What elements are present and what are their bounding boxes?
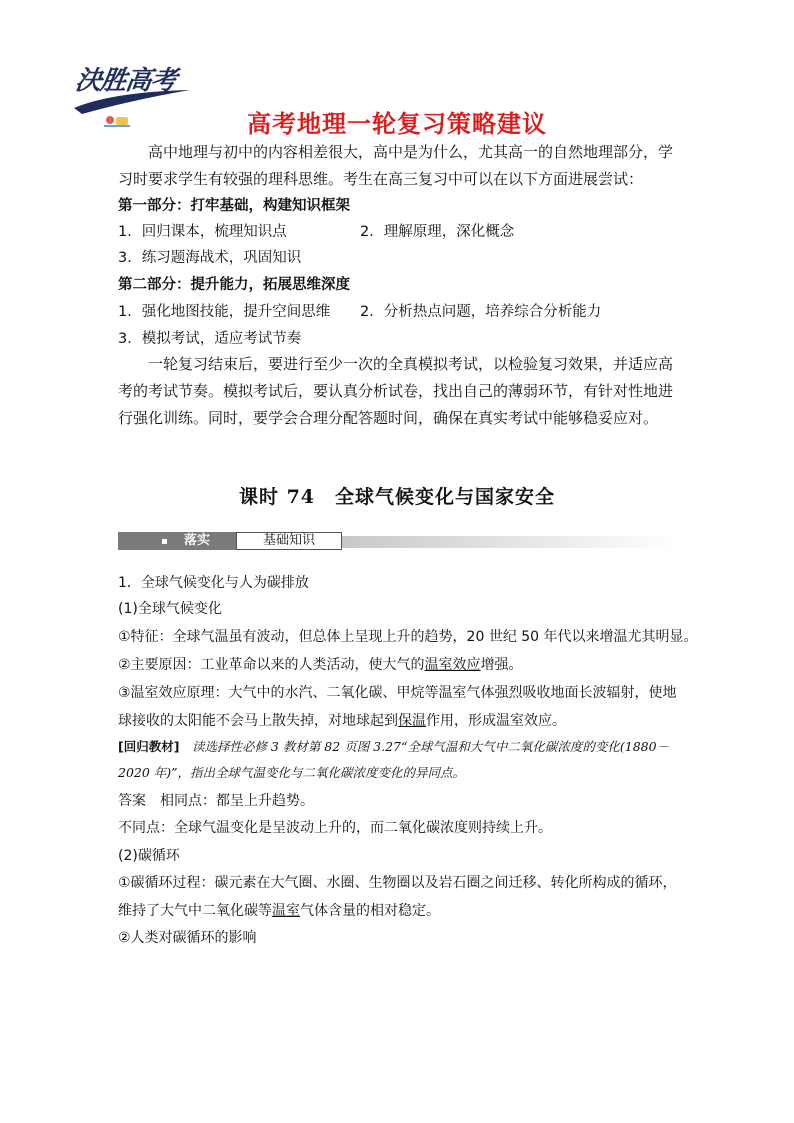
- part1-heading: 第一部分：打牢基础，构建知识框架: [118, 198, 350, 214]
- section-bar-dark: [118, 532, 236, 550]
- square-bullet-icon: [162, 539, 167, 544]
- review-text: 读选择性必修 3 教材第 82 页图 3.27“全球气温和大气中二氧化碳浓度的变化(1880－2020 年)”，指出全球气温变化与二氧化碳浓度变化的异同点。: [118, 739, 670, 780]
- content-c1-line2: [118, 900, 440, 922]
- content-p2-prefix: ②主要原因：工业革命以来的人类活动，使大气的: [118, 657, 425, 673]
- content-heading-1-2: (2)碳循环: [118, 848, 180, 864]
- part1-item-2: 2．理解原理，深化概念: [360, 224, 515, 240]
- content-c2: ②人类对碳循环的影响: [118, 930, 257, 946]
- content-c1-line1: ①碳循环过程：碳元素在大气圈、水圈、生物圈以及岩石圈之间迁移、转化所构成的循环，: [118, 875, 677, 891]
- part1-item-3: 3．练习题海战术，巩固知识: [118, 250, 302, 266]
- part2-item-3: 3．模拟考试，适应考试节奏: [118, 331, 302, 347]
- content-c1-suffix: 气体含量的相对稳定。: [300, 903, 440, 919]
- content-p2-suffix: 增强。: [480, 657, 523, 673]
- content-p1: ①特征：全球气温虽有波动，但总体上呈现上升的趋势，20 世纪 50 年代以来增温尤其明显。: [118, 629, 698, 645]
- part1-item-1: 1．回归课本，梳理知识点: [118, 224, 287, 240]
- section-bar: [118, 532, 678, 550]
- content-c1-underlined: 温室: [272, 903, 300, 919]
- section-bar-dark-label: 落实: [184, 533, 211, 548]
- content-p3-underlined: 保温: [398, 713, 426, 729]
- part2-heading: 第二部分：提升能力，拓展思维深度: [118, 277, 350, 293]
- content-p3-line1: ③温室效应原理：大气中的水汽、二氧化碳、甲烷等温室气体强烈吸收地面长波辐射，使地: [118, 685, 677, 701]
- answer-line-2: 不同点：全球气温变化是呈波动上升的，而二氧化碳浓度则持续上升。: [118, 820, 552, 836]
- content-p3-prefix: 球接收的太阳能不会马上散失掉，对地球起到: [118, 713, 398, 729]
- content-c1-prefix: 维持了大气中二氧化碳等: [118, 903, 272, 919]
- content-p2: [118, 654, 523, 676]
- content-heading-1: 1．全球气候变化与人为碳排放: [118, 575, 309, 591]
- answer-line-1: 答案 相同点：都呈上升趋势。: [118, 793, 314, 809]
- intro-paragraph: 高中地理与初中的内容相差很大，高中是为什么，尤其高一的自然地理部分，学习时要求学生有较强的理科思维。考生在高三复习中可以在以下方面进展尝试：: [118, 143, 674, 188]
- section-bar-fade: [342, 536, 678, 548]
- part2-item-2: 2．分析热点问题，培养综合分析能力: [360, 304, 602, 320]
- review-tag: [回归教材]: [118, 739, 180, 754]
- review-textbook: [118, 734, 686, 786]
- part2-item-1: 1．强化地图技能，提升空间思维: [118, 304, 331, 320]
- content-p2-underlined: 温室效应: [424, 657, 481, 673]
- content-p3-suffix: 作用，形成温室效应。: [426, 713, 566, 729]
- content-p3-line2: [118, 710, 566, 732]
- logo-text: 決胜高考: [73, 66, 178, 96]
- content-heading-1-1: (1)全球气候变化: [118, 601, 222, 617]
- section-bar-box-label: 基础知识: [236, 532, 342, 550]
- closing-paragraph: 一轮复习结束后，要进行至少一次的全真模拟考试，以检验复习效果，并适应高考的考试节奏。模拟考试后，要认真分析试卷，找出自己的薄弱环节，有针对性地进行强化训练。同时，要学会合理分配答题时间，确保在真实考试中能够稳妥应对。: [118, 355, 674, 427]
- lesson-title: 课时 74 全球气候变化与国家安全: [238, 486, 556, 508]
- main-title: 高考地理一轮复习策略建议: [247, 110, 547, 138]
